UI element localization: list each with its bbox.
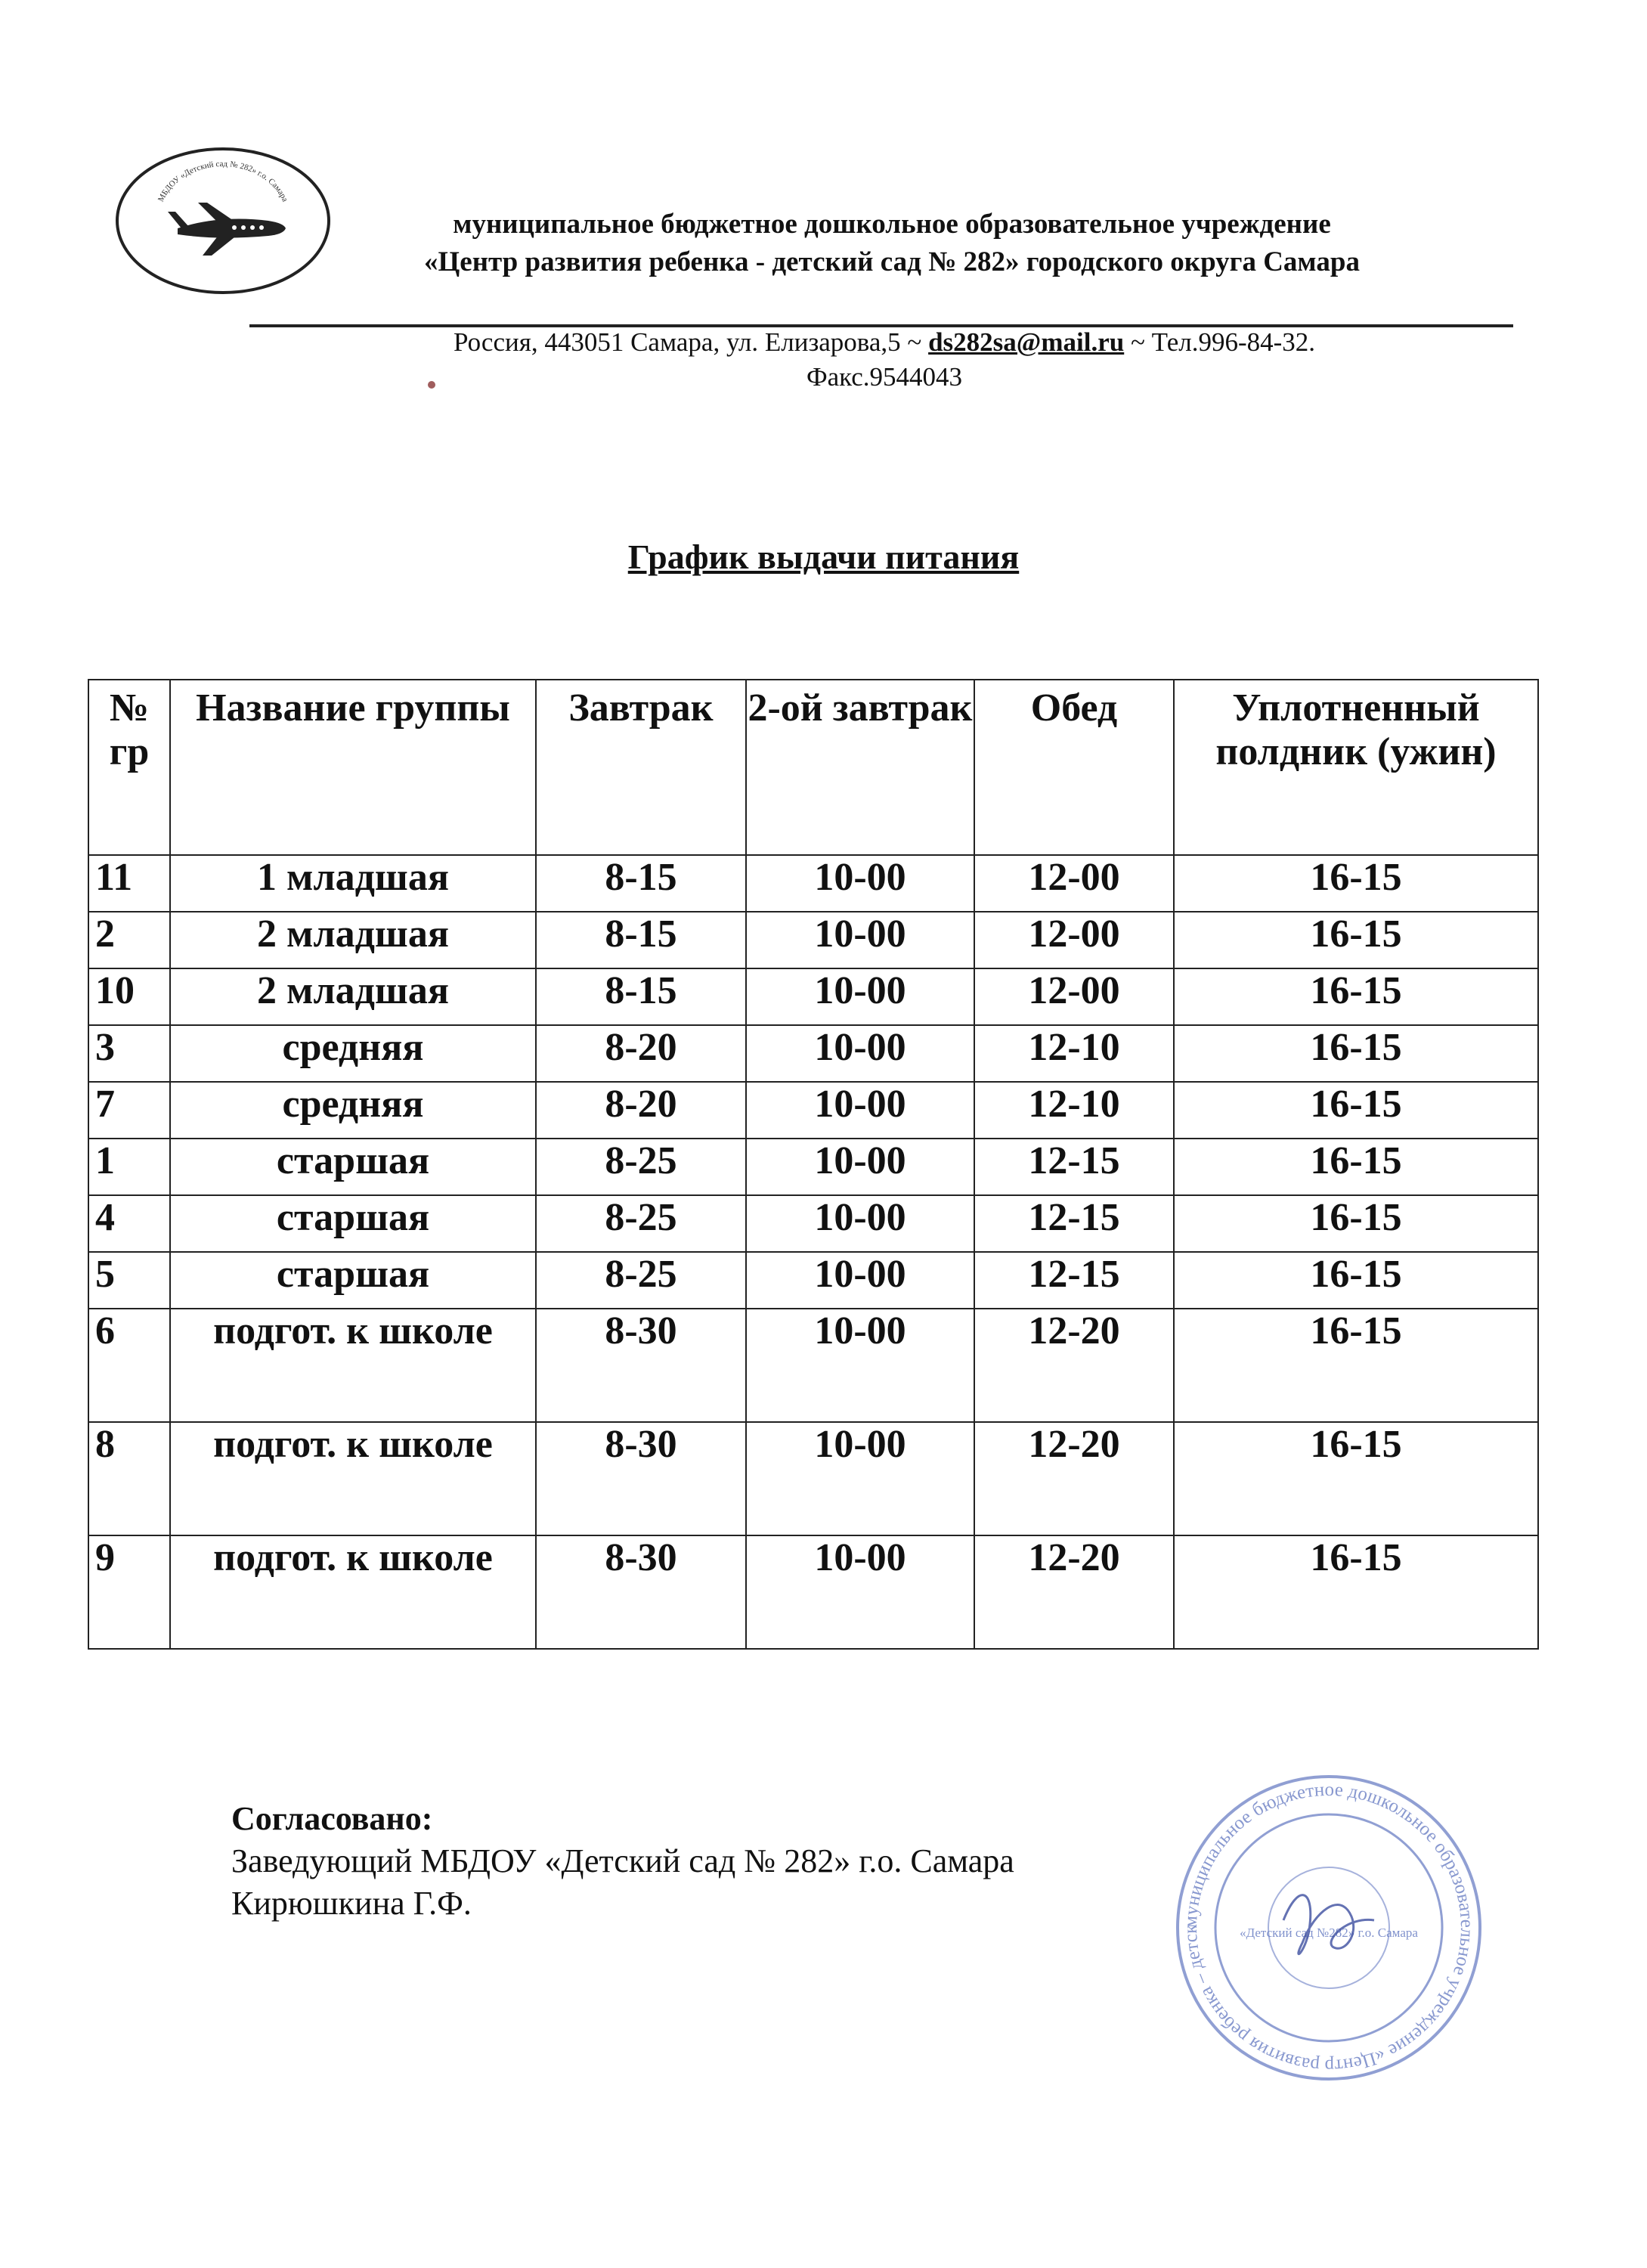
cell-group-name: подгот. к школе: [170, 1535, 536, 1649]
cell-group-name: средняя: [170, 1025, 536, 1082]
header-breakfast: Завтрак: [536, 680, 746, 855]
cell-lunch-time: 12-00: [974, 968, 1174, 1025]
cell-group-name: 2 младшая: [170, 912, 536, 968]
cell-breakfast-time: 8-30: [536, 1422, 746, 1535]
cell-breakfast-time: 8-20: [536, 1082, 746, 1139]
cell-breakfast-time: 8-25: [536, 1252, 746, 1309]
cell-group-number: 2: [88, 912, 170, 968]
official-seal: [1170, 1769, 1488, 2087]
cell-breakfast-time: 8-15: [536, 855, 746, 912]
cell-group-name: подгот. к школе: [170, 1422, 536, 1535]
address-text: Россия, 443051 Самара, ул. Елизарова,5 ~: [453, 327, 929, 357]
table-row: [88, 1422, 1538, 1535]
header-snack: Уплотненный полдник (ужин): [1174, 680, 1538, 855]
cell-group-number: 3: [88, 1025, 170, 1082]
table-row: [88, 1082, 1538, 1139]
cell-lunch-time: 12-10: [974, 1025, 1174, 1082]
cell-lunch-time: 12-15: [974, 1252, 1174, 1309]
cell-snack-time: 16-15: [1174, 1309, 1538, 1422]
ink-dot: [428, 381, 435, 389]
table-body: [88, 855, 1538, 1649]
svg-text:МБДОУ «Детский сад № 282» г.о.: [156, 160, 289, 203]
cell-second-breakfast-time: 10-00: [746, 1309, 974, 1422]
cell-second-breakfast-time: 10-00: [746, 1252, 974, 1309]
cell-breakfast-time: 8-15: [536, 968, 746, 1025]
cell-lunch-time: 12-15: [974, 1195, 1174, 1252]
cell-breakfast-time: 8-15: [536, 912, 746, 968]
table-row: [88, 1309, 1538, 1422]
cell-breakfast-time: 8-30: [536, 1309, 746, 1422]
cell-second-breakfast-time: 10-00: [746, 1025, 974, 1082]
cell-group-number: 6: [88, 1309, 170, 1422]
seal-ring-text: муниципальное бюджетное дошкольное образовательное учреждение «Центр развития ребенка – детск: [1180, 1779, 1478, 2077]
organization-name: [287, 206, 1497, 281]
cell-second-breakfast-time: 10-00: [746, 1195, 974, 1252]
cell-second-breakfast-time: 10-00: [746, 912, 974, 968]
cell-lunch-time: 12-20: [974, 1535, 1174, 1649]
contact-address: [272, 316, 1497, 395]
table-row: [88, 1139, 1538, 1195]
cell-group-name: 1 младшая: [170, 855, 536, 912]
approver-position: Заведующий МБДОУ «Детский сад № 282» г.о. Самара: [231, 1842, 1014, 1879]
cell-snack-time: 16-15: [1174, 1082, 1538, 1139]
cell-group-name: подгот. к школе: [170, 1309, 536, 1422]
cell-second-breakfast-time: 10-00: [746, 855, 974, 912]
cell-group-number: 8: [88, 1422, 170, 1535]
table-row: [88, 855, 1538, 912]
cell-second-breakfast-time: 10-00: [746, 1082, 974, 1139]
header-second-breakfast: 2-ой завтрак: [746, 680, 974, 855]
cell-group-number: 7: [88, 1082, 170, 1139]
cell-group-number: 5: [88, 1252, 170, 1309]
approval-label: Согласовано:: [231, 1800, 433, 1837]
cell-snack-time: 16-15: [1174, 1252, 1538, 1309]
approval-block: [231, 1798, 1014, 1925]
cell-group-number: 11: [88, 855, 170, 912]
org-line-1: муниципальное бюджетное дошкольное образовательное учреждение: [453, 209, 1331, 240]
cell-lunch-time: 12-10: [974, 1082, 1174, 1139]
cell-group-name: старшая: [170, 1252, 536, 1309]
approver-name: Кирюшкина Г.Ф.: [231, 1885, 472, 1922]
org-line-2: «Центр развития ребенка - детский сад № 282» городского округа Самара: [424, 246, 1360, 277]
table-row: [88, 1195, 1538, 1252]
cell-lunch-time: 12-20: [974, 1422, 1174, 1535]
cell-group-number: 9: [88, 1535, 170, 1649]
cell-snack-time: 16-15: [1174, 968, 1538, 1025]
cell-snack-time: 16-15: [1174, 1535, 1538, 1649]
cell-breakfast-time: 8-25: [536, 1195, 746, 1252]
table-row: [88, 912, 1538, 968]
logo-text: МБДОУ «Детский сад № 282» г.о. Самара: [156, 159, 290, 203]
table-row: [88, 1535, 1538, 1649]
cell-second-breakfast-time: 10-00: [746, 1139, 974, 1195]
table-row: [88, 968, 1538, 1025]
cell-snack-time: 16-15: [1174, 1025, 1538, 1082]
cell-lunch-time: 12-20: [974, 1309, 1174, 1422]
table-header-row: [88, 680, 1538, 855]
cell-group-name: 2 младшая: [170, 968, 536, 1025]
cell-breakfast-time: 8-25: [536, 1139, 746, 1195]
cell-breakfast-time: 8-20: [536, 1025, 746, 1082]
cell-second-breakfast-time: 10-00: [746, 968, 974, 1025]
cell-group-name: старшая: [170, 1195, 536, 1252]
header-group-number: № гр: [88, 680, 170, 855]
cell-second-breakfast-time: 10-00: [746, 1422, 974, 1535]
cell-breakfast-time: 8-30: [536, 1535, 746, 1649]
cell-group-number: 1: [88, 1139, 170, 1195]
seal-center-text: «Детский сад №282» г.о. Самара: [1240, 1926, 1418, 1940]
cell-group-name: старшая: [170, 1139, 536, 1195]
cell-snack-time: 16-15: [1174, 1422, 1538, 1535]
cell-second-breakfast-time: 10-00: [746, 1535, 974, 1649]
cell-lunch-time: 12-15: [974, 1139, 1174, 1195]
table-row: [88, 1025, 1538, 1082]
cell-snack-time: 16-15: [1174, 1139, 1538, 1195]
header-lunch: Обед: [974, 680, 1174, 855]
cell-group-number: 10: [88, 968, 170, 1025]
cell-snack-time: 16-15: [1174, 855, 1538, 912]
cell-group-number: 4: [88, 1195, 170, 1252]
document-title: График выдачи питания: [627, 538, 1020, 576]
cell-lunch-time: 12-00: [974, 855, 1174, 912]
cell-group-name: средняя: [170, 1082, 536, 1139]
cell-lunch-time: 12-00: [974, 912, 1174, 968]
cell-snack-time: 16-15: [1174, 1195, 1538, 1252]
header-group-name: Название группы: [170, 680, 536, 855]
airplane-icon: [168, 203, 286, 256]
meal-schedule-table: [88, 679, 1539, 1650]
cell-snack-time: 16-15: [1174, 912, 1538, 968]
fax-text: Факс.9544043: [806, 362, 963, 392]
signature-mark: [1283, 1895, 1374, 1954]
table-row: [88, 1252, 1538, 1309]
email-link[interactable]: ds282sa@mail.ru: [928, 327, 1125, 357]
phone-text: ~ Тел.996-84-32.: [1124, 327, 1316, 357]
